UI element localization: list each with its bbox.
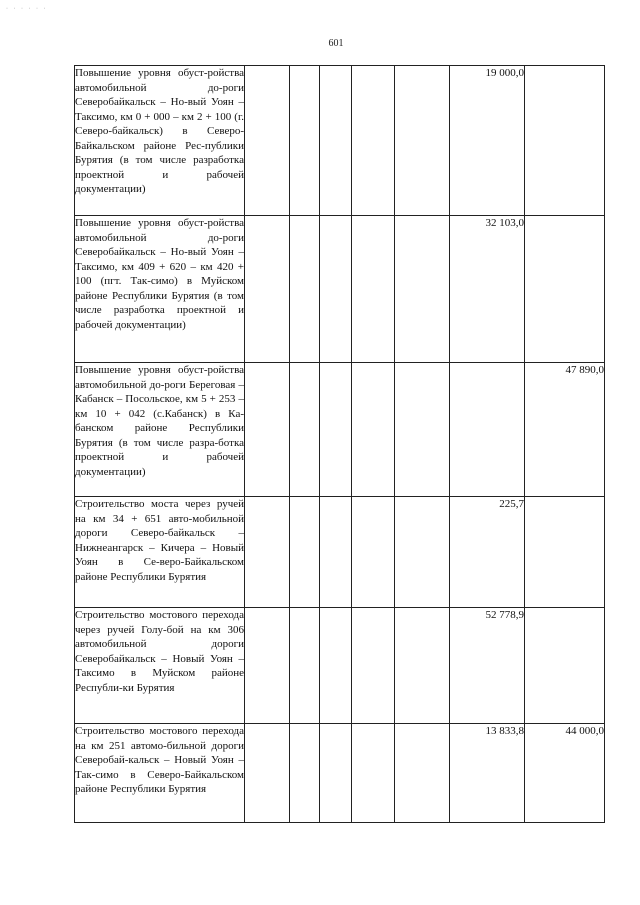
empty-cell [320,608,352,724]
empty-cell [320,724,352,823]
amount-cell: 19 000,0 [450,66,525,216]
empty-cell [245,66,290,216]
corner-mark: · · · · · · [6,6,48,12]
table-row [75,608,605,724]
empty-cell [395,497,450,608]
empty-cell [245,724,290,823]
table-row [75,216,605,363]
empty-cell [352,497,395,608]
empty-cell [290,724,320,823]
table-row [75,363,605,497]
table-row [75,497,605,608]
empty-cell [245,363,290,497]
empty-cell [290,497,320,608]
budget-table [74,65,605,823]
amount-cell: 47 890,0 [525,363,605,497]
row-description: Повышение уровня обуст-ройства автомобильной до-роги Северобайкальск – Но-вый Уоян – Таксимо, км 0 + 000 – км 2 + 100 (г. Северо-байкальск) в Северо-Байкальском районе Рес-публики Бурятия (в том числе разработка проектной и рабочей документации) [75,66,245,216]
empty-cell [352,216,395,363]
amount-cell: 13 833,8 [450,724,525,823]
amount-cell: 44 000,0 [525,724,605,823]
empty-cell [290,608,320,724]
amount-cell [525,216,605,363]
row-description: Строительство мостового перехода на км 251 автомо-бильной дороги Северобай-кальск – Новый Уоян – Так-симо в Северо-Байкальском районе Республики Бурятия [75,724,245,823]
amount-cell [525,497,605,608]
empty-cell [245,497,290,608]
empty-cell [320,66,352,216]
empty-cell [245,216,290,363]
empty-cell [352,608,395,724]
table-row [75,724,605,823]
row-description: Строительство мостового перехода через ручей Голу-бой на км 306 автомобильной дороги Северобайкальск – Новый Уоян – Таксимо в Муйском районе Республи-ки Бурятия [75,608,245,724]
empty-cell [320,216,352,363]
amount-cell: 225,7 [450,497,525,608]
amount-cell [525,608,605,724]
empty-cell [320,497,352,608]
empty-cell [395,216,450,363]
empty-cell [290,66,320,216]
empty-cell [352,724,395,823]
empty-cell [352,363,395,497]
empty-cell [352,66,395,216]
empty-cell [395,724,450,823]
amount-cell [525,66,605,216]
empty-cell [245,608,290,724]
row-description: Строительство моста через ручей на км 34 + 651 авто-мобильной дороги Северо-байкальск – Нижнеангарск – Кичера – Новый Уоян в Се-веро-Байкальском районе Республики Бурятия [75,497,245,608]
empty-cell [290,216,320,363]
amount-cell: 32 103,0 [450,216,525,363]
amount-cell: 52 778,9 [450,608,525,724]
row-description: Повышение уровня обуст-ройства автомобильной до-роги Береговая – Кабанск – Посольское, км 5 + 253 – км 10 + 042 (с.Кабанск) в Ка-банском районе Республики Бурятия (в том числе разра-ботка проектной и рабочей документации) [75,363,245,497]
empty-cell [395,66,450,216]
table-row [75,66,605,216]
empty-cell [320,363,352,497]
amount-cell [450,363,525,497]
empty-cell [395,608,450,724]
empty-cell [395,363,450,497]
page-number: 601 [328,38,344,49]
empty-cell [290,363,320,497]
row-description: Повышение уровня обуст-ройства автомобильной до-роги Северобайкальск – Но-вый Уоян – Таксимо, км 409 + 620 – км 420 + 100 (пгт. Так-симо) в Муйском районе Республики Бурятия (в том числе разработка проектной и рабочей документации) [75,216,245,363]
